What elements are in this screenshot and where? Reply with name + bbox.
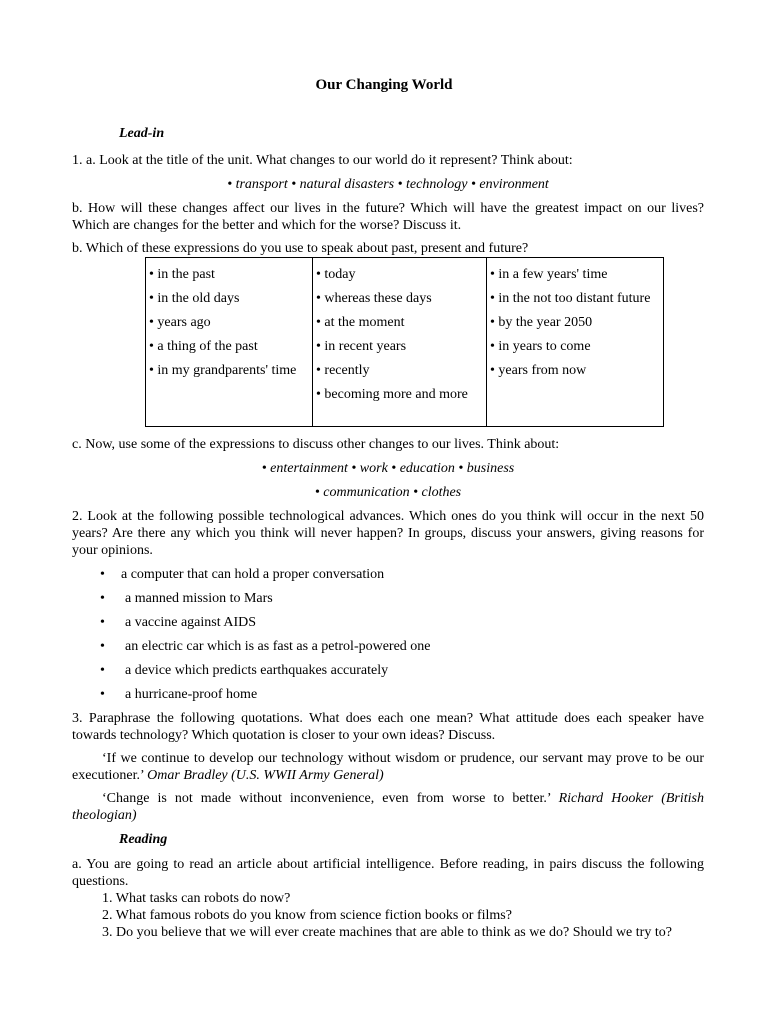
expression-item: • whereas these days [316,291,432,306]
expression-item: • in the old days [149,291,240,306]
expression-item: • in the not too distant future [490,291,651,306]
bullet-icon: • [100,639,105,654]
quote-1-author: Omar Bradley (U.S. WWII Army General) [147,768,384,783]
expression-item: • in my grandparents' time [149,363,297,378]
q1a-topics: • transport • natural disasters • technology • environment [227,177,549,192]
leadin-heading: Lead-in [119,126,165,141]
future-expressions-cell [487,258,664,427]
expressions-table [145,257,664,427]
reading-question-2: 2. What famous robots do you know from science fiction books or films? [102,908,512,923]
reading-heading: Reading [119,832,168,847]
quote-1 [72,750,704,784]
question-2: 2. Look at the following possible technological advances. Which ones do you think will occur in the next 50 years? Are there any which you think will never happen? In groups, discuss your answers, giving reasons for your opinions. [72,509,704,558]
reading-question-1: 1. What tasks can robots do now? [102,891,291,906]
expression-item: • at the moment [316,315,405,330]
list-item-text: a hurricane-proof home [125,687,258,702]
question-3: 3. Paraphrase the following quotations. What does each one mean? What attitude does each speaker have towards technology? Which quotation is closer to your own ideas? Discuss. [72,711,704,743]
list-item-text: a manned mission to Mars [125,591,273,606]
list-item-text: a device which predicts earthquakes accurately [125,663,389,678]
bullet-icon: • [100,687,105,702]
quote-1-text: ‘If we continue to develop our technology without wisdom or prudence, our servant may prove to be our executioner.’ [72,751,704,783]
bullet-icon: • [100,567,105,582]
question-1c: c. Now, use some of the expressions to discuss other changes to our lives. Think about: [72,437,560,452]
reading-question-3: 3. Do you believe that we will ever create machines that are able to think as we do? Should we try to? [102,925,672,940]
expression-item: • by the year 2050 [490,315,593,330]
bullet-icon: • [100,615,105,630]
present-expressions-cell [313,258,487,427]
question-1b: b. How will these changes affect our lives in the future? Which will have the greatest impact on our lives? Which are changes for the better and which for the worse? Discuss it. [72,201,704,233]
list-item-text: an electric car which is as fast as a petrol-powered one [125,639,431,654]
q1c-topics-line-1: • entertainment • work • education • business [261,461,515,476]
bullet-icon: • [100,591,105,606]
expression-item: • years ago [149,315,211,330]
question-1b-expressions: b. Which of these expressions do you use to speak about past, present and future? [72,241,529,256]
expression-item: • years from now [490,363,587,378]
list-item-text: a computer that can hold a proper conversation [121,567,385,582]
expression-item: • a thing of the past [149,339,258,354]
expression-item: • today [316,267,356,282]
question-1a: 1. a. Look at the title of the unit. What changes to our world do it represent? Think about: [72,153,573,168]
quote-2-text: ‘Change is not made without inconvenience, even from worse to better.’ [102,791,551,806]
q1c-topics-line-2: • communication • clothes [314,485,462,500]
quote-2 [72,790,704,824]
past-expressions-cell [146,258,313,427]
expression-item: • becoming more and more [316,387,468,402]
list-item-text: a vaccine against AIDS [125,615,257,630]
expression-item: • in years to come [490,339,591,354]
page-title: Our Changing World [315,77,453,93]
reading-instruction: a. You are going to read an article about artificial intelligence. Before reading, in pairs discuss the following questions. [72,857,704,889]
expression-item: • recently [316,363,370,378]
expression-item: • in a few years' time [490,267,608,282]
quote-2-author: Richard Hooker (British theologian) [72,791,704,823]
bullet-icon: • [100,663,105,678]
expression-item: • in recent years [316,339,407,354]
expression-item: • in the past [149,267,215,282]
